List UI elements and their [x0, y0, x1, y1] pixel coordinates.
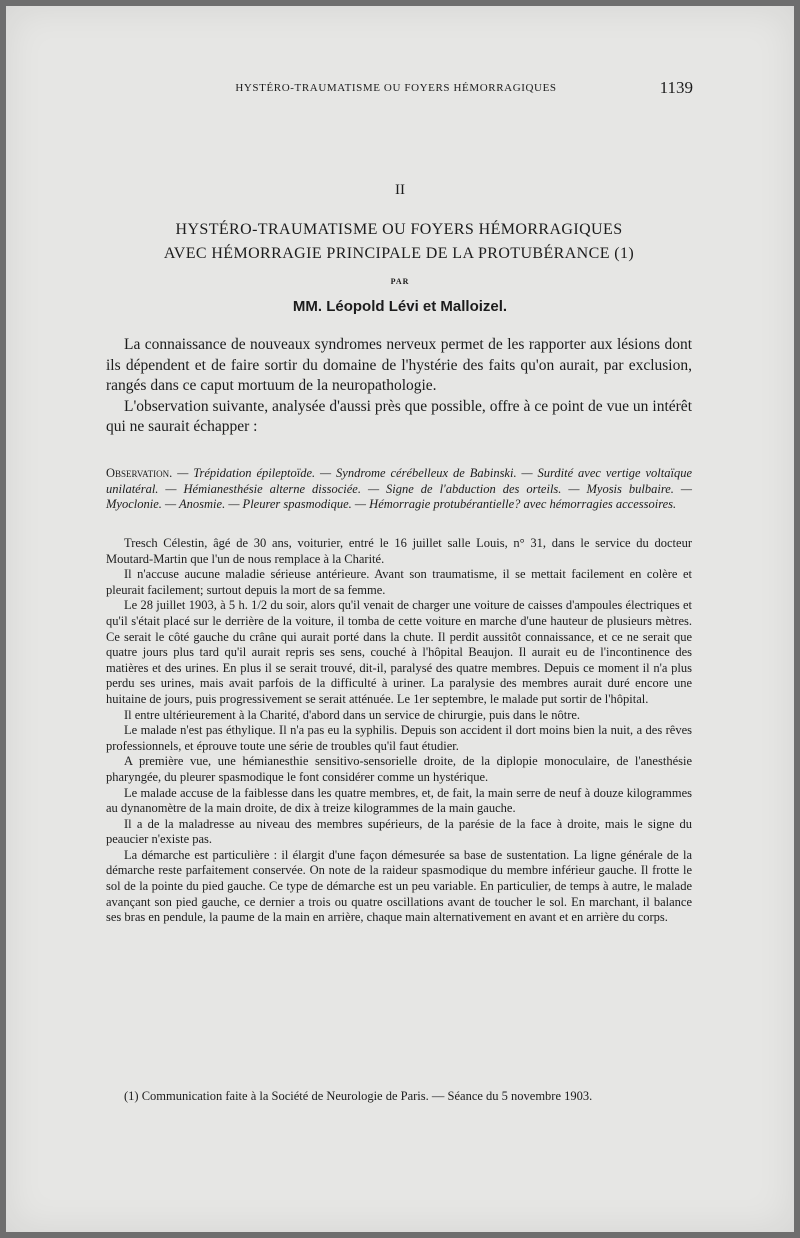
article-title — [86, 218, 712, 266]
page-number: 1139 — [659, 78, 693, 97]
observation-summary — [106, 466, 692, 513]
body-paragraph: Le 28 juillet 1903, à 5 h. 1/2 du soir, alors qu'il venait de charger une voiture de caisses d'ampoules électriques et qu'il s'était placé sur le derrière de la voiture, il tomba de cette voiture en marche d'une hauteur de plusieurs mètres. Ce serait le côté gauche du crâne qui aurait porté dans la chute. Il perdit aussitôt connaissance, et ce ne serait que quatre jours plus tard qu'il aurait repris ses sens, couché à l'hôpital Beaujon. Il aurait eu de l'incontinence des matières et des urines. En plus il se serait trouvé, dit-il, paralysé des quatre membres. Depuis ce moment il n'a plus perdu ses urines, mais avait parfois de la difficulté à uriner. La paralysie des membres aurait duré encore une huitaine de jours, puis progressivement se serait atténuée. Le 1er septembre, le malade put sortir de l'hôpital. — [106, 598, 692, 706]
footnote: (1) Communication faite à la Société de Neurologie de Paris. — Séance du 5 novembre 1903. — [124, 1089, 593, 1103]
intro-section — [106, 335, 692, 438]
document-page — [6, 6, 794, 1232]
authors: MM. Léopold Lévi et Malloizel. — [292, 298, 508, 315]
body-paragraph: A première vue, une hémianesthie sensitivo-sensorielle droite, de la diplopie monoculaire, de l'anesthésie pharyngée, du pleurer spasmodique le font considérer comme un hystérique. — [106, 754, 692, 784]
case-body — [106, 536, 692, 926]
body-paragraph: Tresch Célestin, âgé de 30 ans, voiturier, entré le 16 juillet salle Louis, n° 31, dans le service du docteur Moutard-Martin que l'un de nous remplace à la Charité. — [106, 536, 692, 566]
byline-par: PAR — [390, 277, 410, 286]
running-head: HYSTÉRO-TRAUMATISME OU FOYERS HÉMORRAGIQUES — [235, 82, 557, 94]
intro-paragraph: La connaissance de nouveaux syndromes nerveux permet de les rapporter aux lésions dont ils dépendent et de faire sortir du domaine de l'hystérie des faits qu'on aurait, par exclusion, rangés dans ce caput mortuum de la neuropathologie. — [106, 336, 692, 394]
body-paragraph: Il n'accuse aucune maladie sérieuse antérieure. Avant son traumatisme, il se mettait facilement en colère et pleurait facilement; surtout depuis la mort de sa femme. — [106, 567, 692, 597]
title-line-1: HYSTÉRO-TRAUMATISME OU FOYERS HÉMORRAGIQUES — [175, 221, 623, 238]
title-line-2: AVEC HÉMORRAGIE PRINCIPALE DE LA PROTUBÉRANCE (1) — [163, 245, 635, 262]
body-paragraph: La démarche est particulière : il élargit d'une façon démesurée sa base de sustentation. La ligne générale de la démarche reste parfaitement conservée. On note de la raideur spasmodique du membre inférieur gauche. Il frotte le sol de la pointe du pied gauche. Ce type de démarche est un peu variable. En particulier, de temps à autre, le malade avançant son pied gauche, ce dernier a trois ou quatre oscillations avant de toucher le sol. En marchant, il balance ses bras en pendule, la paume de la main en arrière, chaque main alternativement en avant et en arrière du corps. — [106, 847, 692, 925]
intro-paragraph: L'observation suivante, analysée d'aussi près que possible, offre à ce point de vue un intérêt qui ne saurait échapper : — [106, 397, 692, 435]
body-paragraph: Il entre ultérieurement à la Charité, d'abord dans un service de chirurgie, puis dans le nôtre. — [124, 707, 581, 722]
body-paragraph: Il a de la maladresse au niveau des membres supérieurs, de la parésie de la face à droite, mais le signe du peaucier n'existe pas. — [106, 816, 692, 847]
observation-label: Observation. — [106, 466, 173, 480]
body-paragraph: Le malade accuse de la faiblesse dans les quatre membres, et, de fait, la main serre de neuf à douze kilogrammes au dynanomètre de la main droite, de dix à treize kilogrammes de la main gauche. — [106, 785, 692, 816]
observation-text: — Trépidation épileptoïde. — Syndrome cérébelleux de Babinski. — Surdité avec vertige voltaïque unilatéral. — Hémianesthésie alterne dissociée. — Signe de l'abduction des orteils. — Myosis bulbaire. — Myoclonie. — Anosmie. — Pleurer spasmodique. — Hémorragie protubérantielle? avec hémorragies accessoires. — [106, 466, 692, 511]
section-number: II — [395, 182, 405, 198]
body-paragraph: Le malade n'est pas éthylique. Il n'a pas eu la syphilis. Depuis son accident il dort moins bien la nuit, a des rêves professionnels, et éprouve toute une série de troubles qu'il faut étudier. — [106, 723, 692, 753]
